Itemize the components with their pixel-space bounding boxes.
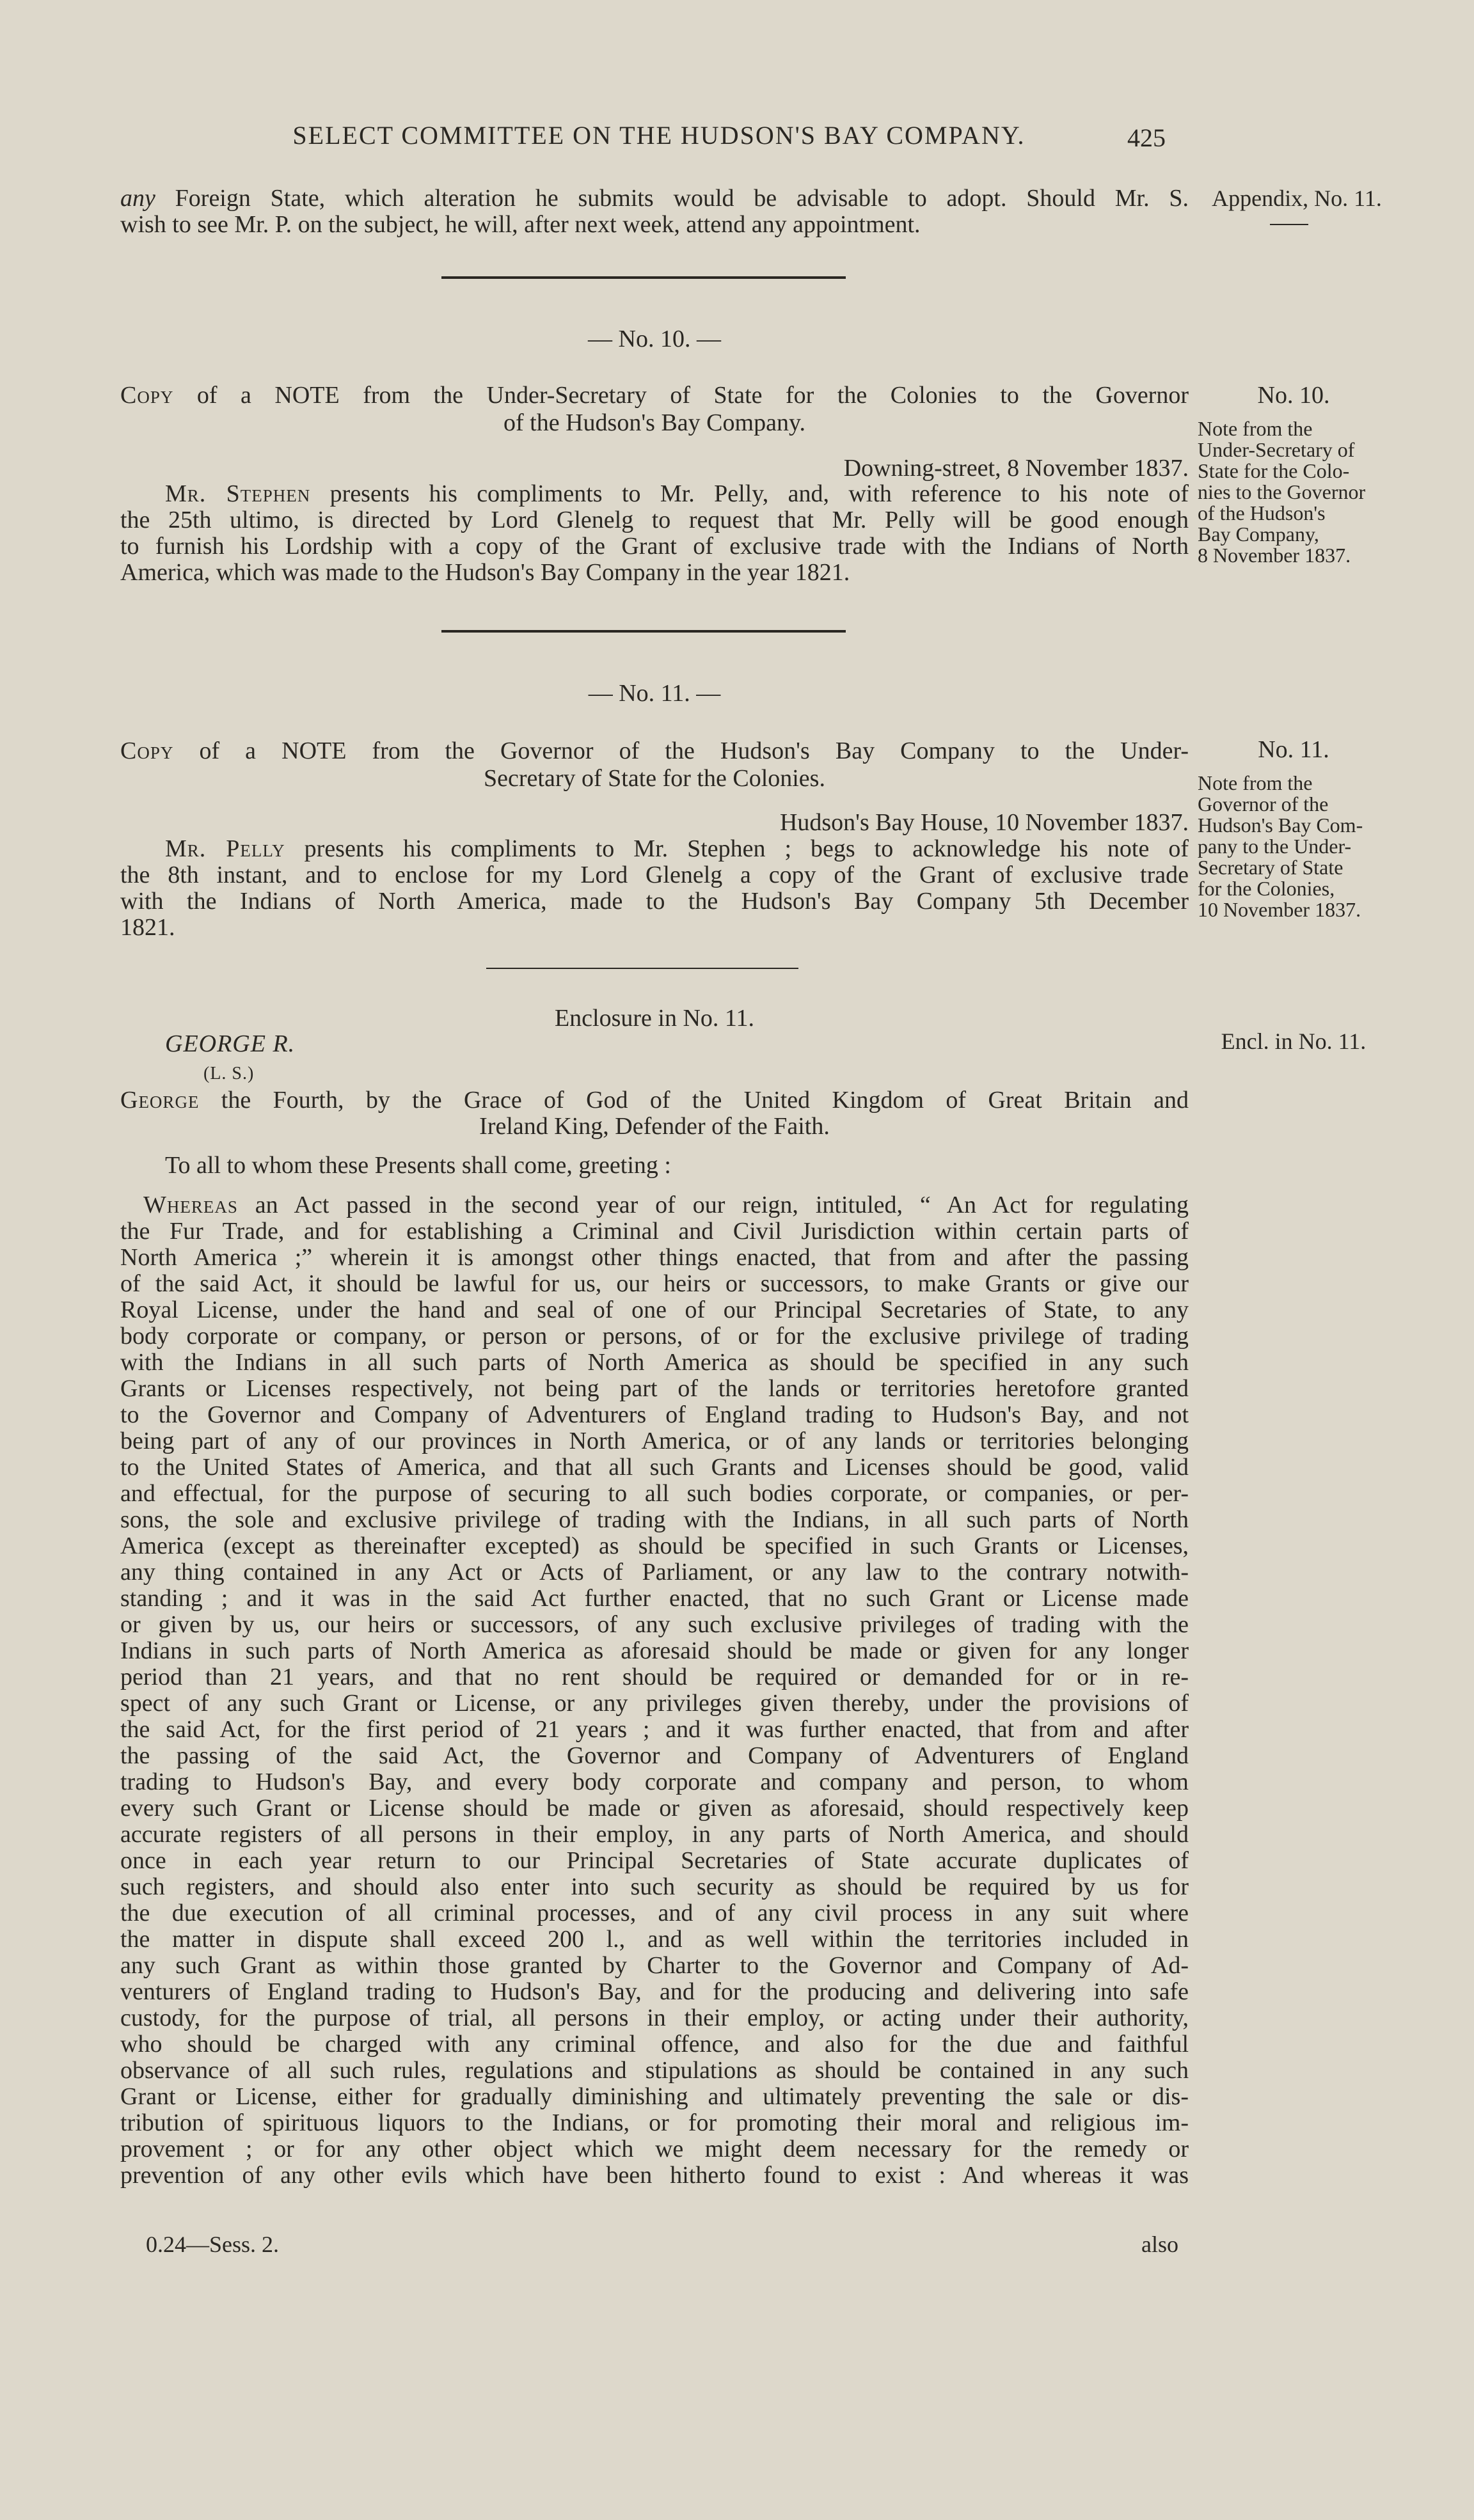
no10-body-line-4: America, which was made to the Hudson's Bay Company in the year 1821. xyxy=(120,559,850,586)
body-line: provement ; or for any other object which we might deem necessary for the remedy or xyxy=(120,2136,1189,2162)
no11-side-head: No. 11. xyxy=(1258,736,1329,763)
catchword: also xyxy=(1141,2232,1178,2257)
no10-body-line-2: the 25th ultimo, is directed by Lord Glenelg to request that Mr. Pelly will be good enough xyxy=(120,507,1189,533)
body-line: standing ; and it was in the said Act further enacted, that no such Grant or License made xyxy=(120,1585,1189,1612)
side-appendix-label: Appendix, No. 11. xyxy=(1212,185,1382,211)
no10-body-line-1: Mr. Stephen presents his compliments to Mr. Pelly, and, with reference to his note of xyxy=(165,480,1189,507)
body-line: the said Act, for the first period of 21 years ; and it was further enacted, that from and after xyxy=(120,1716,1189,1743)
body-line: to the United States of America, and that all such Grants and Licenses should be good, valid xyxy=(120,1454,1189,1481)
body-line: the Fur Trade, and for establishing a Criminal and Civil Jurisdiction within certain parts of xyxy=(120,1218,1189,1245)
section-title-no10: — No. 10. — xyxy=(588,326,721,352)
signature: GEORGE R. xyxy=(165,1030,296,1057)
royal-style-line-1: George the Fourth, by the Grace of God of the United Kingdom of Great Britain and xyxy=(120,1087,1189,1114)
body-line: Grants or Licenses respectively, not being part of the lands or territories heretofore granted xyxy=(120,1375,1189,1402)
no11-dateline: Hudson's Bay House, 10 November 1837. xyxy=(779,809,1189,836)
body-line: prevention of any other evils which have been hitherto found to exist : And whereas it was xyxy=(120,2162,1189,2189)
body-line: with the Indians in all such parts of North America as should be specified in any such xyxy=(120,1349,1189,1376)
greeting: To all to whom these Presents shall come, greeting : xyxy=(165,1152,671,1179)
page-number: 425 xyxy=(1127,123,1166,152)
body-line: the matter in dispute shall exceed 200 l., and as well within the territories included in xyxy=(120,1926,1189,1953)
body-line: or given by us, our heirs or successors, of any such exclusive privileges of trading with the xyxy=(120,1611,1189,1638)
seal-mark: (L. S.) xyxy=(203,1064,255,1083)
enclosure-body xyxy=(120,1192,1189,2189)
enclosure-side-label: Encl. in No. 11. xyxy=(1221,1028,1367,1054)
no10-body-line-3: to furnish his Lordship with a copy of the Grant of exclusive trade with the Indians of North xyxy=(120,533,1189,560)
no10-dateline: Downing-street, 8 November 1837. xyxy=(843,455,1189,482)
body-line: North America ;” wherein it is amongst other things enacted, that from and after the passing xyxy=(120,1244,1189,1271)
continued-line-2: wish to see Mr. P. on the subject, he will, after next week, attend any appointment. xyxy=(120,211,921,238)
body-line: sons, the sole and exclusive privilege of trading with the Indians, in all such parts of North xyxy=(120,1506,1189,1533)
body-line: spect of any such Grant or License, or any privileges given thereby, under the provisions of xyxy=(120,1690,1189,1717)
body-line: being part of any of our provinces in North America, or of any lands or territories belonging xyxy=(120,1428,1189,1454)
no10-caption-line-2: of the Hudson's Bay Company. xyxy=(503,409,805,436)
no10-caption-line-1: Copy of a NOTE from the Under-Secretary of State for the Colonies to the Governor xyxy=(120,382,1189,409)
no11-body-line-1: Mr. Pelly presents his compliments to Mr. Stephen ; begs to acknowledge his note of xyxy=(165,835,1189,862)
section-rule-2 xyxy=(441,630,846,633)
no10-side-head: No. 10. xyxy=(1257,382,1330,409)
body-line: Grant or License, either for gradually diminishing and ultimately preventing the sale or dis- xyxy=(120,2083,1189,2110)
sessional-number: 0.24—Sess. 2. xyxy=(146,2232,280,2257)
body-line: observance of all such rules, regulations and stipulations as should be contained in any such xyxy=(120,2057,1189,2084)
body-line: Whereas an Act passed in the second year of our reign, intituled, “ An Act for regulating xyxy=(143,1192,1189,1218)
body-line: who should be charged with any criminal offence, and also for the due and faithful xyxy=(120,2031,1189,2058)
body-line: body corporate or company, or person or persons, of or for the exclusive privilege of trading xyxy=(120,1323,1189,1350)
body-line: such registers, and should also enter into such security as should be required by us for xyxy=(120,1873,1189,1900)
continued-paragraph xyxy=(120,185,1189,212)
section-rule-3 xyxy=(486,968,798,969)
no11-body-line-3: with the Indians of North America, made to the Hudson's Bay Company 5th December xyxy=(120,888,1189,915)
body-line: custody, for the purpose of trial, all persons in their employ, or acting under their authority, xyxy=(120,2004,1189,2031)
section-title-no11: — No. 11. — xyxy=(588,680,721,707)
body-line: tribution of spirituous liquors to the Indians, or for promoting their moral and religious im- xyxy=(120,2109,1189,2136)
body-line: to the Governor and Company of Adventurers of England trading to Hudson's Bay, and not xyxy=(120,1401,1189,1428)
continued-italic-word: any xyxy=(120,185,155,212)
body-line: the passing of the said Act, the Governor and Company of Adventurers of England xyxy=(120,1742,1189,1769)
body-line: period than 21 years, and that no rent should be required or demanded for or in re- xyxy=(120,1664,1189,1690)
no11-side-note: Note from the Governor of the Hudson's Bay Com- pany to the Under- Secretary of State for the Colonies, 10 November 1837. xyxy=(1198,771,1363,921)
section-rule-1 xyxy=(441,276,846,279)
royal-style-line-2: Ireland King, Defender of the Faith. xyxy=(479,1113,830,1140)
body-line: and effectual, for the purpose of securing to all such bodies corporate, or companies, or per- xyxy=(120,1480,1189,1507)
body-line: any thing contained in any Act or Acts of Parliament, or any law to the contrary notwith- xyxy=(120,1559,1189,1586)
body-line: accurate registers of all persons in their employ, in any parts of North America, and should xyxy=(120,1821,1189,1848)
no11-body-line-4: 1821. xyxy=(120,914,175,941)
continued-line-1: Foreign State, which alteration he submits would be advisable to adopt. Should Mr. S. xyxy=(155,185,1189,212)
running-title-text: SELECT COMMITTEE ON THE HUDSON'S BAY COMPANY. xyxy=(292,121,1026,150)
side-dash xyxy=(1270,224,1308,225)
no11-body-line-2: the 8th instant, and to enclose for my Lord Glenelg a copy of the Grant of exclusive trade xyxy=(120,862,1189,888)
body-line: once in each year return to our Principal Secretaries of State accurate duplicates of xyxy=(120,1847,1189,1874)
no10-side-note: Note from the Under-Secretary of State for the Colo- nies to the Governor of the Hudson's Bay Company, 8 November 1837. xyxy=(1198,417,1366,567)
no11-caption-line-2: Secretary of State for the Colonies. xyxy=(484,765,825,792)
body-line: Royal License, under the hand and seal of one of our Principal Secretaries of State, to any xyxy=(120,1296,1189,1323)
body-line: any such Grant as within those granted by Charter to the Governor and Company of Ad- xyxy=(120,1952,1189,1979)
body-line: every such Grant or License should be made or given as aforesaid, should respectively keep xyxy=(120,1795,1189,1822)
body-line: trading to Hudson's Bay, and every body corporate and company and person, to whom xyxy=(120,1768,1189,1795)
body-line: the due execution of all criminal processes, and of any civil process in any suit where xyxy=(120,1900,1189,1926)
running-title xyxy=(186,120,1132,150)
body-line: Indians in such parts of North America as aforesaid should be made or given for any longer xyxy=(120,1637,1189,1664)
body-line: venturers of England trading to Hudson's Bay, and for the producing and delivering into safe xyxy=(120,1978,1189,2005)
body-line: of the said Act, it should be lawful for us, our heirs or successors, to make Grants or give our xyxy=(120,1270,1189,1297)
enclosure-title: Enclosure in No. 11. xyxy=(554,1005,755,1032)
body-line: America (except as thereinafter excepted) as should be specified in such Grants or Licenses, xyxy=(120,1532,1189,1559)
no11-caption-line-1: Copy of a NOTE from the Governor of the Hudson's Bay Company to the Under- xyxy=(120,737,1189,764)
